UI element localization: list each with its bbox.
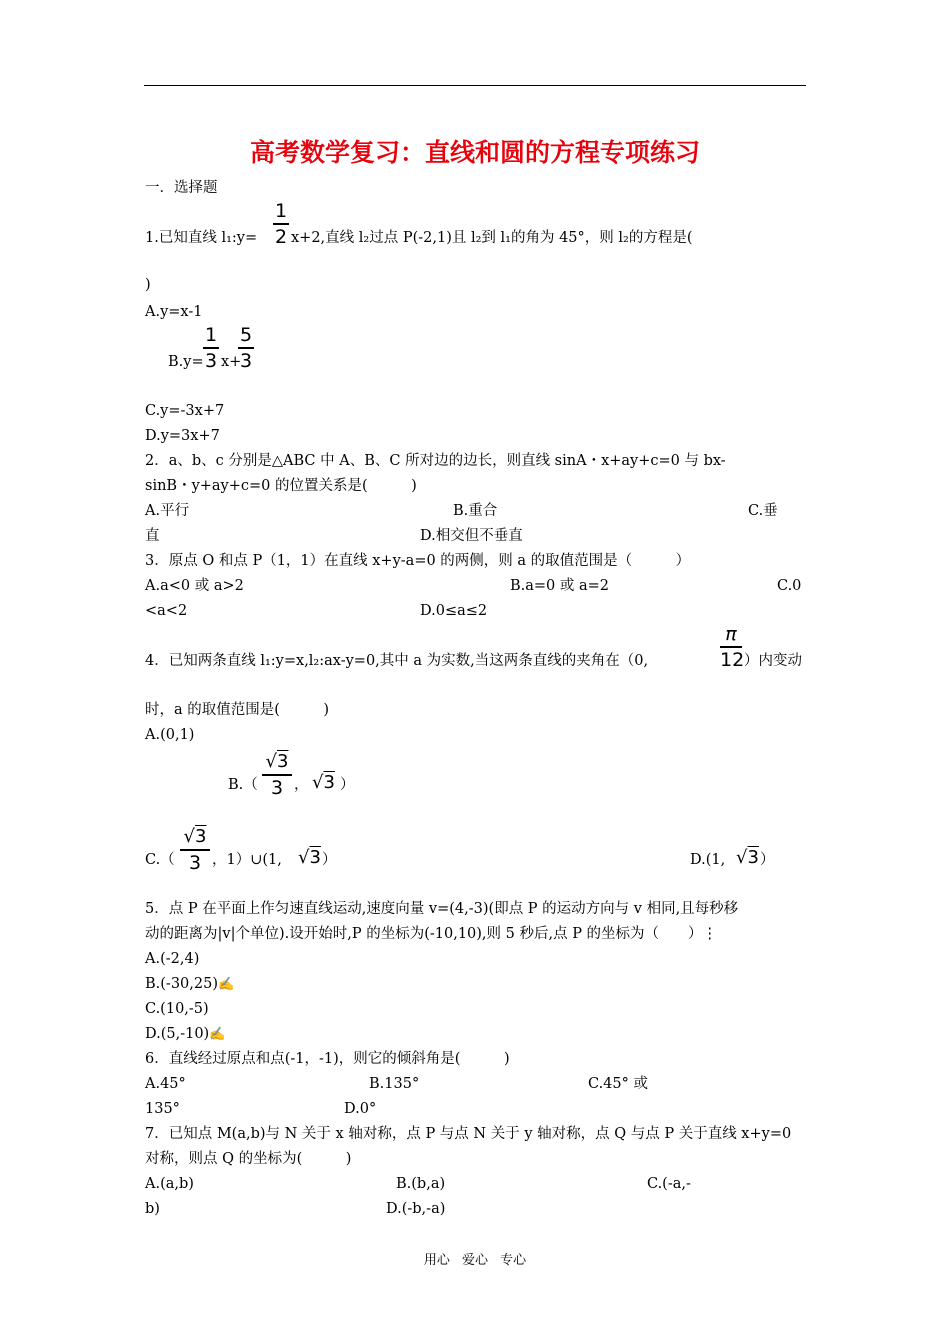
q4-option-b-prefix: B.（ — [228, 777, 258, 793]
q2-option-c-cont: 直 — [145, 528, 160, 544]
q7-option-a: A.(a,b) — [145, 1176, 194, 1192]
q4-stem-line-2: 时，a 的取值范围是( ) — [145, 702, 330, 718]
q4-pi-fraction: π 12 — [720, 623, 745, 671]
q6-option-b: B.135° — [369, 1076, 420, 1092]
q3-option-c: C.0 — [777, 578, 802, 594]
q1-option-d: D.y=3x+7 — [145, 428, 220, 444]
q4-option-c-mid: ，1）∪(1, — [212, 852, 282, 868]
q4-option-c-root-fraction: √3 3 — [180, 825, 210, 874]
q2-option-a: A.平行 — [145, 503, 190, 519]
q6-option-c-cont: 135° — [145, 1101, 180, 1117]
q3-option-d: D.0≤a≤2 — [420, 603, 488, 619]
q4-option-c-prefix: C.（ — [145, 852, 175, 868]
q7-stem-line-2: 对称，则点 Q 的坐标为( ) — [145, 1151, 352, 1167]
q4-option-d-prefix: D.(1, — [690, 852, 726, 868]
q5-option-b: B.(-30,25)✍ — [145, 976, 235, 992]
q5-option-d: D.(5,-10)✍ — [145, 1026, 226, 1042]
q6-option-d: D.0° — [344, 1101, 377, 1117]
q5-stem-line-1: 5．点 P 在平面上作匀速直线运动,速度向量 v=(4,-3)(即点 P 的运动方向与 v 相同,且每秒移 — [145, 901, 739, 917]
q7-option-c: C.(-a,- — [647, 1176, 691, 1192]
q5-option-c: C.(10,-5) — [145, 1001, 209, 1017]
q4-option-b-close: ） — [340, 777, 355, 793]
hand-mark-icon: ✍ — [209, 1027, 226, 1042]
q4-option-d-root: √3 — [736, 847, 759, 868]
q2-option-c: C.垂 — [748, 503, 778, 519]
q6-option-c: C.45° 或 — [588, 1076, 648, 1092]
q6-option-a: A.45° — [145, 1076, 186, 1092]
q6-stem: 6．直线经过原点和点(-1，-1)，则它的倾斜角是( ) — [145, 1051, 510, 1067]
q4-option-d-close: ） — [760, 852, 775, 868]
q7-stem-line-1: 7．已知点 M(a,b)与 N 关于 x 轴对称，点 P 与点 N 关于 y 轴对称，点 Q 与点 P 关于直线 x+y=0 — [145, 1126, 792, 1142]
q3-option-c-cont: <a<2 — [145, 603, 188, 619]
q1-option-b-fraction-2: 5 3 — [239, 324, 253, 372]
q1-stem-b: x+2,直线 l₂过点 P(-2,1)且 l₂到 l₁的角为 45°，则 l₂的方程是( — [291, 230, 693, 246]
q2-option-d: D.相交但不垂直 — [420, 528, 523, 544]
page-title: 高考数学复习：直线和圆的方程专项练习 — [249, 138, 700, 167]
q2-option-b: B.重合 — [453, 503, 498, 519]
q4-option-b-root-fraction: √3 3 — [262, 750, 292, 799]
q1-stem-close: ) — [145, 277, 151, 293]
q1-stem-a: 1.已知直线 l₁:y= — [145, 230, 258, 246]
q4-option-b-sep: ， — [294, 777, 309, 793]
q4-stem-a: 4．已知两条直线 l₁:y=x,l₂:ax-y=0,其中 a 为实数,当这两条直线的夹角在（0, — [145, 653, 649, 669]
q7-option-c-cont: b) — [145, 1201, 160, 1217]
q1-option-b-prefix: B.y= — [168, 354, 204, 370]
q3-stem: 3．原点 O 和点 P（1，1）在直线 x+y-a=0 的两侧，则 a 的取值范围是（ ） — [145, 553, 691, 569]
q4-option-c-close: ） — [322, 852, 337, 868]
q2-stem-line-1: 2．a、b、c 分别是△ABC 中 A、B、C 所对边的边长，则直线 sinA・x+ay+c=0 与 bx- — [145, 453, 726, 469]
q5-option-a: A.(-2,4) — [145, 951, 200, 967]
sqrt-symbol: √3 — [265, 751, 289, 772]
q1-option-b-fraction-1: 1 3 — [204, 324, 218, 372]
q7-option-d: D.(-b,-a) — [386, 1201, 446, 1217]
hand-mark-icon: ✍ — [218, 977, 235, 992]
q4-option-a: A.(0,1) — [145, 727, 195, 743]
q4-option-c-root: √3 — [298, 847, 321, 868]
q5-stem-line-2: 动的距离为|v|个单位).设开始时,P 的坐标为(-10,10),则 5 秒后,点 P 的坐标为（ ）⋮ — [145, 926, 718, 942]
q3-option-b: B.a=0 或 a=2 — [510, 578, 610, 594]
q4-option-b-root: √3 — [312, 772, 335, 793]
page-footer: 用心 爱心 专心 — [423, 1253, 527, 1268]
q4-stem-b: ）内变动 — [744, 653, 802, 669]
q3-option-a: A.a<0 或 a>2 — [145, 578, 244, 594]
q2-stem-line-2: sinB・y+ay+c=0 的位置关系是( ) — [145, 478, 417, 494]
header-rule — [144, 85, 806, 86]
q1-option-b-mid: x+ — [221, 354, 242, 370]
q1-option-c: C.y=-3x+7 — [145, 403, 225, 419]
section-heading: 一．选择题 — [145, 180, 218, 196]
q1-option-a: A.y=x-1 — [145, 304, 203, 320]
q1-fraction: 1 2 — [274, 200, 288, 248]
q7-option-b: B.(b,a) — [396, 1176, 446, 1192]
